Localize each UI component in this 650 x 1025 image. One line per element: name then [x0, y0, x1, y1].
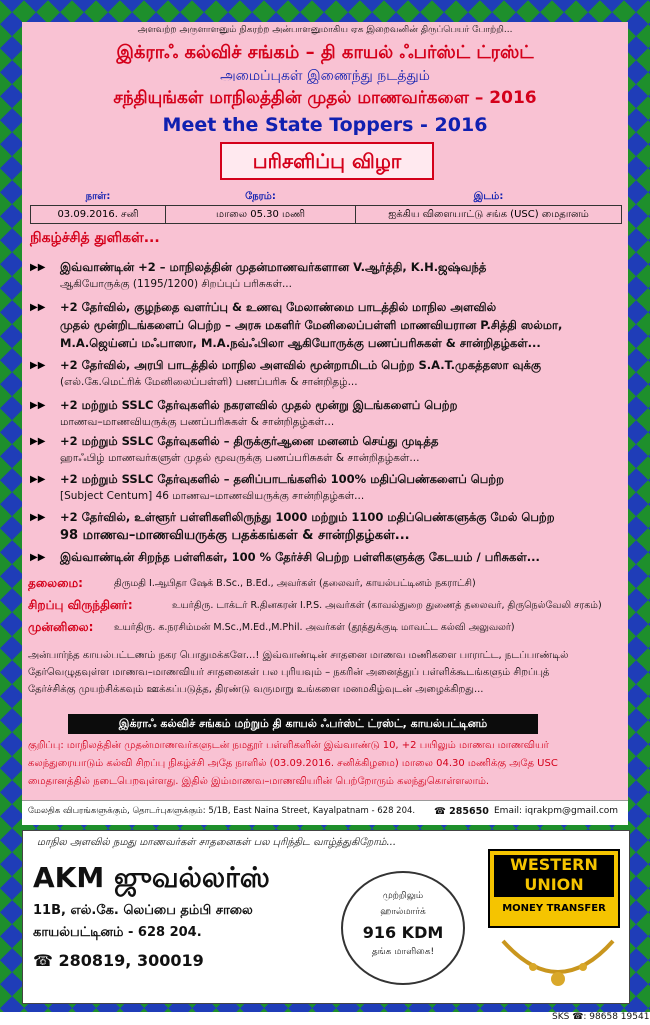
bullet-arrow-icon: ▶▶ [30, 436, 46, 447]
bullet-1-line1: இவ்வாண்டின் +2 – மாநிலத்தின் முதன்மாணவர்களான V.ஆர்த்தி, K.H.ஜஷ்வந்த் [60, 260, 487, 274]
contact-address: மேலதிக விபரங்களுக்கும், தொடர்புகளுக்கும்: 5/1B, East Naina Street, Kayalpatnam - 628 204. [28, 806, 416, 816]
seal-line4: தங்க மாளிகை! [371, 947, 435, 957]
seal-line3: 916 KDM [362, 923, 444, 942]
bullet-3-line1: +2 தேர்வில், அரபி பாடத்தில் மாநில அளவில் மூன்றாமிடம் பெற்ற S.A.T.முகத்தஸா வுக்கு [60, 358, 542, 372]
hallmark-seal [341, 871, 465, 985]
invite-line2: தேர்வெழுதவுள்ள மாணவ–மாணவியர் சாதனைகள் பல புரியவும் – நகரின் அனைத்துப் பள்ளிக்கூடங்களும் சிறப்புத் [28, 667, 550, 678]
org-bar: இக்ரா‌ஃ கல்விச் சங்கம் மற்றும் தி காயல் ஃபர்ஸ்ட் ட்ரஸ்ட், காயல்பட்டினம் [68, 714, 538, 734]
seal-line2: ஹால்மார்க் [380, 907, 426, 917]
bullet-arrow-icon: ▶▶ [30, 262, 46, 273]
note-line2: கலந்துரையாடும் கல்வி சிறப்பு நிகழ்ச்சி அதே நாளில் (03.09.2016. சனிக்கிழமை) மாலை 04.30 மணிக்கு அதே USC [28, 758, 558, 769]
chief-guest-label: சிறப்பு விருந்தினர்: [28, 598, 133, 612]
banner: பரிசளிப்பு விழா [220, 142, 434, 180]
wu-line2: UNION [524, 875, 584, 894]
presidency-text: திருமதி I.ஆபிதா ஷேக் B.Sc., B.Ed., அவர்கள் (தலைவர், காயல்பட்டினம் நகராட்சி) [114, 578, 476, 589]
poster-body [22, 22, 628, 824]
shop-address-line1: 11B, எல்.கே. லெப்பை தம்பி சாலை [33, 903, 253, 918]
contact-strip [22, 800, 628, 825]
bullet-2-line2: முதல் மூன்றிடங்களைப் பெற்ற – அரசு மகளிர் மேனிலைப்பள்ளி மாணவியரான P.சித்தி ஸல்மா, [60, 318, 563, 332]
event-info-table [30, 188, 622, 224]
bullet-8-line1: இவ்வாண்டின் சிறந்த பள்ளிகள், 100 % தேர்ச்சி பெற்ற பள்ளிகளுக்கு கேடயம் / பரிசுகள்... [60, 550, 540, 564]
venue-value: ஐக்கிய விளையாட்டு சங்க (USC) மைதானம் [356, 206, 622, 224]
bullet-1-line2: ஆகியோருக்கு (1195/1200) சிறப்புப் பரிசுகள்... [60, 278, 292, 290]
presidency-label: தலைமை: [28, 576, 83, 590]
leading-label: முன்னிலை: [28, 620, 94, 634]
bullet-6-line1: +2 மற்றும் SSLC தேர்வுகளில் – தனிப்பாடங்களில் 100% மதிப்பெண்களைப் பெற்ற [60, 472, 504, 486]
leading-text: உயர்திரு. க.நரசிம்மன் M.Sc.,M.Ed.,M.Phil. அவர்கள் (தூத்துக்குடி மாவட்ட கல்வி அலுவலர்) [114, 622, 515, 633]
wu-line1: WESTERN [510, 855, 598, 874]
western-union-logo [488, 849, 620, 928]
bullet-arrow-icon: ▶▶ [30, 512, 46, 523]
bullet-arrow-icon: ▶▶ [30, 302, 46, 313]
time-label: நேரம்: [245, 190, 276, 202]
bullet-2-line3: M.A.ஜெய்னப் ம‌ஃபாஸா, M.A.நவ்‌ஃபிலா ஆகியோருக்கு பணப்பரிசுகள் & சான்றிதழ்கள்... [60, 336, 541, 350]
bullet-4-line2: மாணவ–மாணவியருக்கு பணப்பரிசுகள் & சான்றிதழ்கள்... [60, 416, 335, 428]
contact-phone: ☎ 285650 [434, 806, 489, 817]
seal-line1: முற்றிலும் [382, 891, 424, 901]
note-line3: மைதானத்தில் நடைபெறவுள்ளது. இதில் இம்மாணவ–மாணவியரின் பெற்றோரும் கலந்துகொள்ளலாம். [28, 776, 490, 787]
ad-tagline: மாநில அளவில் நமது மாணவர்கள் சாதனைகள் பல புரிந்திட வாழ்த்துகிறோம்... [37, 837, 397, 848]
bullet-arrow-icon: ▶▶ [30, 400, 46, 411]
jewellery-advertisement [22, 830, 630, 1004]
chief-guest-text: உயர்திரு. டாக்டர் R.தினகரன் I.P.S. அவர்கள் (காவல்துறை துணைத் தலைவர், திருநெல்வேலி சரகம்) [172, 600, 602, 611]
bullet-arrow-icon: ▶▶ [30, 360, 46, 371]
bullet-3-line2: (எல்.கே.மெட்ரிக் மேனிலைப்பள்ளி) பணப்பரிசு & சான்றிதழ்... [60, 376, 358, 388]
note-line1: குறிப்பு: மாநிலத்தின் முதன்மாணவர்களுடன் நமதூர் பள்ளிகளின் இவ்வாண்டு 10, +2 பயிலும் மாணவ மாணவியர் [28, 740, 549, 751]
venue-label: இடம்: [473, 190, 504, 202]
date-label: நாள்: [85, 190, 111, 202]
subtitle: அமைப்புகள் இணைந்து நடத்தும் [220, 68, 430, 84]
contact-email: Email: iqrakpm@gmail.com [494, 806, 619, 816]
date-value: 03.09.2016. சனி [31, 206, 166, 224]
footer-credit: SKS ☎: 98658 19541 [552, 1012, 650, 1022]
highlights-heading: நிகழ்ச்சித் துளிகள்... [30, 230, 160, 246]
western-union-wordmark [494, 855, 614, 897]
bullet-arrow-icon: ▶▶ [30, 474, 46, 485]
event-title-tamil: சந்தியுங்கள் மாநிலத்தின் முதல் மாணவர்களை – 2016 [113, 88, 537, 108]
time-value: மாலை 05.30 மணி [166, 206, 356, 224]
bullet-6-line2: [Subject Centum] 46 மாணவ–மாணவியருக்கு சான்றிதழ்கள்... [60, 490, 365, 502]
shop-phone: ☎ 280819, 300019 [33, 951, 204, 970]
invite-line1: அன்பார்ந்த காயல்பட்டணம் நகர பொதுமக்களே...! இவ்வாண்டின் சாதனை மாணவ மணிகளை பாராட்ட, நடப்பாண்டில் [28, 650, 569, 661]
jewellery-necklace-icon [493, 933, 623, 997]
bullet-5-line1: +2 மற்றும் SSLC தேர்வுகளில் – திருக்குர்ஆனை மனனம் செய்து முடித்த [60, 434, 439, 448]
bullet-arrow-icon: ▶▶ [30, 552, 46, 563]
bullet-5-line2: ஹா‌ஃபிழ் மாணவர்களுள் முதல் மூவருக்கு பணப்பரிசுகள் & சான்றிதழ்கள்... [60, 452, 420, 464]
top-line: அளவற்ற அருளாளனும் நிகரற்ற அன்பாளனுமாகிய ஏக இறைவனின் திருப்பெயர் போற்றி... [137, 25, 513, 35]
shop-name: AKM ஜுவல்லர்ஸ் [33, 861, 270, 894]
money-transfer-text: MONEY TRANSFER [502, 903, 606, 914]
event-title-english: Meet the State Toppers - 2016 [162, 114, 488, 136]
bullet-4-line1: +2 மற்றும் SSLC தேர்வுகளில் நகரளவில் முதல் மூன்று இடங்களைப் பெற்ற [60, 398, 458, 412]
shop-address-line2: காயல்பட்டினம் - 628 204. [33, 925, 202, 940]
bullet-7-line1: +2 தேர்வில், உள்ளூர் பள்ளிகளிலிருந்து 1000 மற்றும் 1100 மதிப்பெண்களுக்கு மேல் பெற்ற [60, 510, 555, 524]
invite-line3: தேர்ச்சிக்கு முயற்சிக்கவும் ஊக்கப்படுத்த, திரண்டு வருமாறு உங்களை மனமகிழ்வுடன் அழைக்கிறது... [28, 684, 484, 695]
bullet-7-line2: 98 மாணவ–மாணவியருக்கு பதக்கங்கள் & சான்றிதழ்கள்... [60, 528, 410, 543]
bullet-2-line1: +2 தேர்வில், குழந்தை வளர்ப்பு & உணவு மேலாண்மை பாடத்தில் மாநில அளவில் [60, 300, 497, 314]
org-title: இக்ரா‌ஃ கல்விச் சங்கம் – தி காயல் ஃபர்ஸ்ட் ட்ரஸ்ட் [116, 42, 534, 63]
